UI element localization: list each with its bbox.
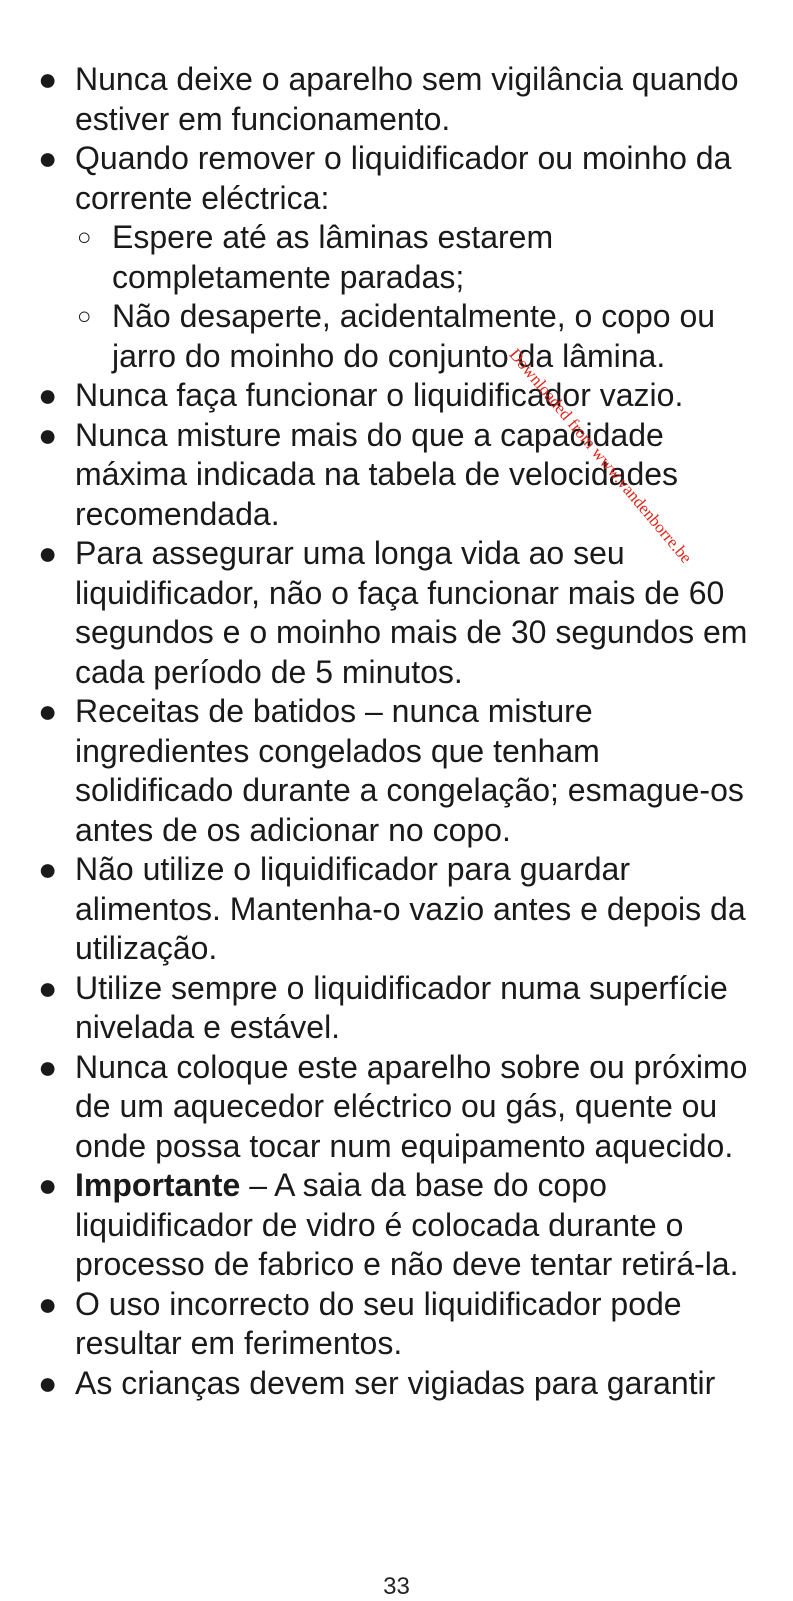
list-item [0, 969, 793, 1048]
list-item [0, 416, 793, 535]
list-item [0, 1285, 793, 1364]
sub-list [75, 218, 753, 376]
list-item [0, 692, 793, 850]
bullet-icon: ● [38, 851, 58, 887]
bullet-icon: ● [38, 61, 58, 97]
list-item [0, 139, 793, 376]
page-number: 33 [383, 1573, 410, 1600]
item-text: Nunca misture mais do que a capacidade máxima indicada na tabela de velocidades recomendada. [75, 416, 679, 532]
hollow-bullet-icon: ○ [77, 224, 92, 251]
item-text: Receitas de batidos – nunca misture ingredientes congelados que tenham solidificado durante a congelação; esmague-os antes de os adicionar no copo. [75, 693, 744, 848]
list-item [0, 1364, 793, 1404]
sub-list-item [75, 218, 753, 297]
download-watermark: Downloaded from www.vandenborre.be [505, 345, 696, 567]
item-text: – A saia da base do copo liquidificador de vidro é colocada durante o processo de fabrico e não deve tentar retirá-la. [75, 1167, 739, 1282]
item-text: Nunca deixe o aparelho sem vigilância quando estiver em funcionamento. [75, 61, 739, 137]
sub-item-text: Não desaperte, acidentalmente, o copo ou jarro do moinho do conjunto da lâmina. [112, 298, 716, 374]
item-text: Quando remover o liquidificador ou moinho da corrente eléctrica: [75, 140, 732, 216]
bullet-icon: ● [38, 693, 58, 729]
hollow-bullet-icon: ○ [77, 303, 92, 330]
item-text: As crianças devem ser vigiadas para garantir [75, 1364, 716, 1401]
important-label: Importante [75, 1167, 241, 1203]
sub-list-item [75, 297, 753, 376]
list-item [0, 850, 793, 969]
safety-instructions-list [0, 60, 793, 1403]
item-text: Para assegurar uma longa vida ao seu liquidificador, não o faça funcionar mais de 60 segundos e o moinho mais de 30 segundos em cada período de 5 minutos. [75, 535, 748, 690]
list-item [0, 376, 793, 416]
sub-item-text: Espere até as lâminas estarem completamente paradas; [112, 219, 554, 295]
list-item [0, 60, 793, 139]
bullet-icon: ● [38, 1048, 58, 1085]
bullet-icon: ● [38, 1364, 58, 1401]
bullet-icon: ● [38, 969, 58, 1006]
item-text: Nunca coloque este aparelho sobre ou próximo de um aquecedor eléctrico ou gás, quente ou onde possa tocar num equipamento aquecido. [75, 1048, 748, 1164]
bullet-icon: ● [38, 535, 58, 571]
bullet-icon: ● [38, 377, 58, 413]
item-text: O uso incorrecto do seu liquidificador pode resultar em ferimentos. [75, 1285, 682, 1361]
item-text: Utilize sempre o liquidificador numa superfície nivelada e estável. [75, 969, 728, 1045]
list-item [0, 1048, 793, 1167]
bullet-icon: ● [38, 140, 58, 176]
item-text: Nunca faça funcionar o liquidificador vazio. [75, 377, 684, 413]
bullet-icon: ● [38, 1285, 58, 1322]
item-text: Não utilize o liquidificador para guardar alimentos. Mantenha-o vazio antes e depois da utilização. [75, 851, 746, 966]
bullet-icon: ● [38, 416, 58, 453]
list-item [0, 1166, 793, 1285]
bullet-icon: ● [38, 1167, 58, 1203]
